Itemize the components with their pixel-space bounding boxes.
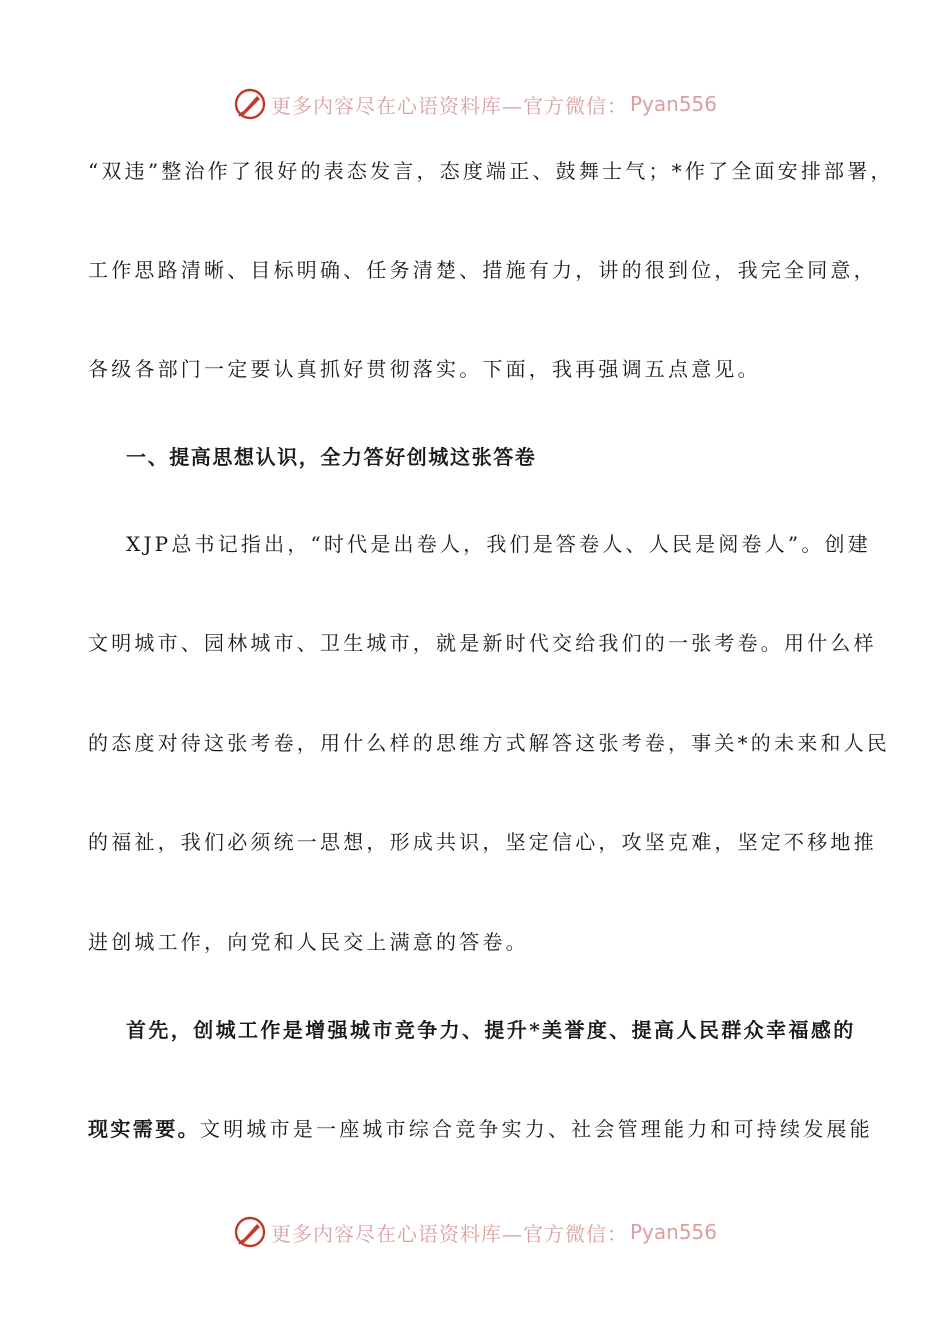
header-watermark bbox=[0, 84, 950, 124]
watermark-id: Pyan556 bbox=[629, 92, 717, 116]
paragraph-line bbox=[88, 1115, 878, 1143]
watermark-id: Pyan556 bbox=[629, 1220, 717, 1244]
paragraph-line: 各级各部门一定要认真抓好贯彻落实。下面，我再强调五点意见。 bbox=[88, 357, 761, 381]
bold-paragraph-line: 首先，创城工作是增强城市竞争力、提升*美誉度、提高人民群众幸福感的 bbox=[126, 1018, 856, 1042]
paragraph-line: 的福祉，我们必须统一思想，形成共识，坚定信心，攻坚克难，坚定不移地推 bbox=[88, 830, 877, 854]
paragraph-line: 的态度对待这张考卷，用什么样的思维方式解答这张考卷，事关*的未来和人民 bbox=[88, 731, 890, 755]
watermark-text: 更多内容尽在心语资料库—官方微信： bbox=[270, 1221, 628, 1246]
paragraph-line: 进创城工作，向党和人民交上满意的答卷。 bbox=[88, 930, 529, 954]
quill-logo-icon bbox=[233, 1215, 267, 1249]
section-heading: 一、提高思想认识，全力答好创城这张答卷 bbox=[126, 445, 537, 469]
watermark-text: 更多内容尽在心语资料库—官方微信： bbox=[270, 93, 628, 118]
footer-watermark bbox=[0, 1212, 950, 1252]
quill-logo-icon bbox=[233, 87, 267, 121]
paragraph-line: “双违”整治作了很好的表态发言，态度端正、鼓舞士气；*作了全面安排部署， bbox=[88, 159, 894, 183]
paragraph-line: 工作思路清晰、目标明确、任务清楚、措施有力，讲的很到位，我完全同意， bbox=[88, 258, 877, 282]
paragraph-line: 文明城市、园林城市、卫生城市，就是新时代交给我们的一张考卷。用什么样 bbox=[88, 631, 877, 655]
paragraph-text: 文明城市是一座城市综合竞争实力、社会管理能力和可持续发展能 bbox=[200, 1117, 873, 1141]
paragraph-line: XJP总书记指出，“时代是出卷人，我们是答卷人、人民是阅卷人”。创建 bbox=[126, 532, 871, 556]
bold-prefix: 现实需要。 bbox=[88, 1117, 200, 1141]
